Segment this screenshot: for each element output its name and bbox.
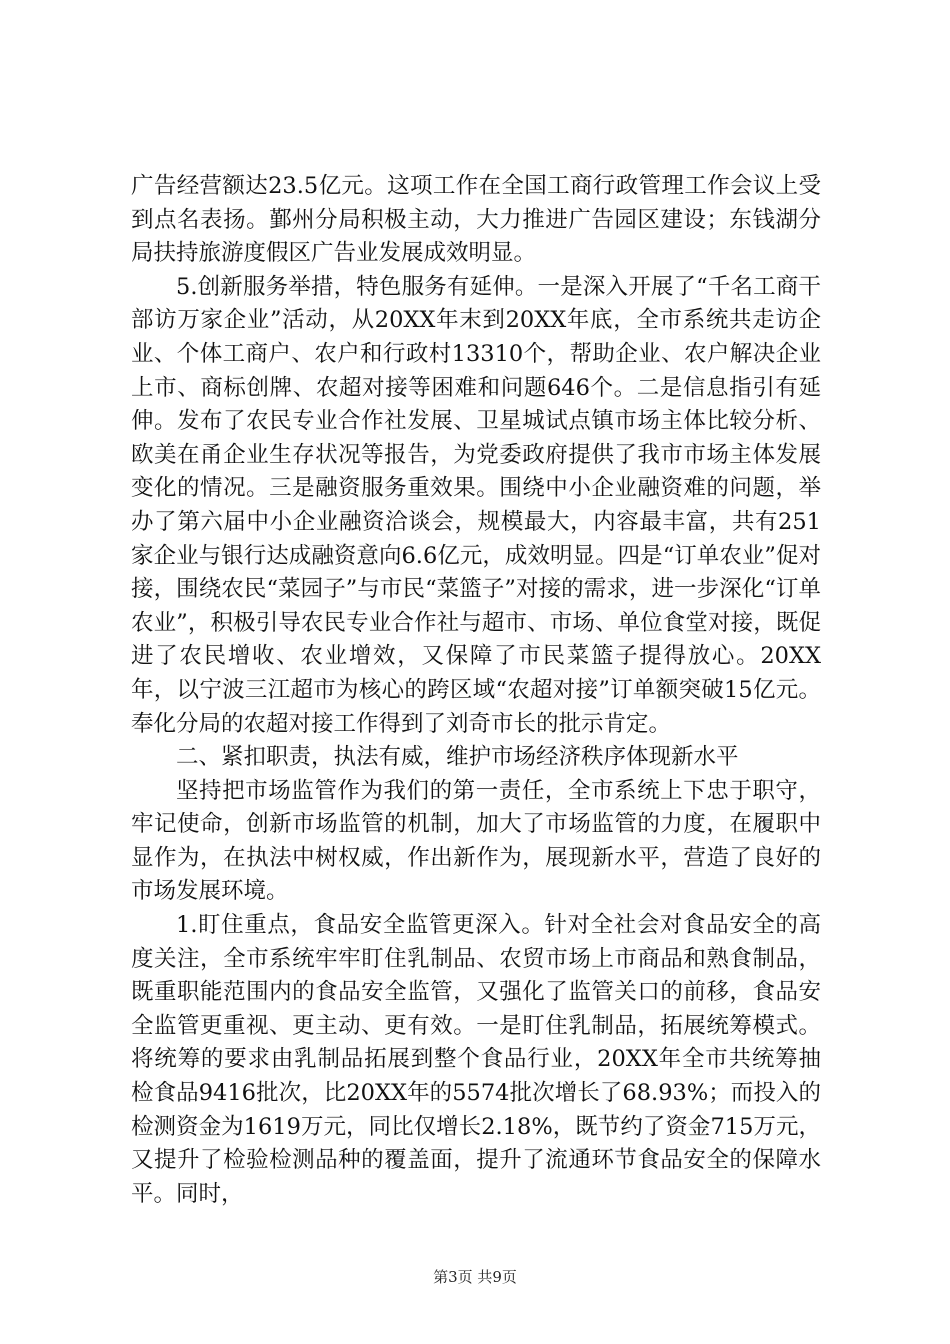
paragraph-market-supervision: 坚持把市场监管作为我们的第一责任，全市系统上下忠于职守，牢记使命，创新市场监管的机制，加大了市场监管的力度，在履职中显作为，在执法中树权威，作出新作为，展现新水平，营造了良好的市场发展环境。	[131, 777, 821, 905]
paragraph-advertising-continued: 广告经营额达23.5亿元。这项工作在全国工商行政管理工作会议上受到点名表扬。鄞州分局积极主动，大力推进广告园区建设；东钱湖分局扶持旅游度假区广告业发展成效明显。	[131, 173, 821, 267]
section-heading-two: 二、紧扣职责，执法有威，维护市场经济秩序体现新水平	[176, 744, 739, 771]
paragraph-service-innovation: 5.创新服务举措，特色服务有延伸。一是深入开展了“千名工商干部访万家企业”活动，从20XX年末到20XX年底，全市系统共走访企业、个体工商户、农户和行政村13310个，帮助企业、农户解决企业上市、商标创牌、农超对接等困难和问题646个。二是信息指引有延伸。发布了农民专业合作社发展、卫星城试点镇市场主体比较分析、欧美在甬企业生存状况等报告，为党委政府提供了我市市场主体发展变化的情况。三是融资服务重效果。围绕中小企业融资难的问题，举办了第六届中小企业融资洽谈会，规模最大，内容最丰富，共有251家企业与银行达成融资意向6.6亿元，成效明显。四是“订单农业”促对接，围绕农民“菜园子”与市民“菜篮子”对接的需求，进一步深化“订单农业”，积极引导农民专业合作社与超市、市场、单位食堂对接，既促进了农民增收、农业增效，又保障了市民菜篮子提得放心。20XX年，以宁波三江超市为核心的跨区域“农超对接”订单额突破15亿元。奉化分局的农超对接工作得到了刘奇市长的批示肯定。	[131, 273, 821, 737]
document-body	[131, 170, 821, 1211]
paragraph-food-safety: 1.盯住重点，食品安全监管更深入。针对全社会对食品安全的高度关注，全市系统牢牢盯住乳制品、农贸市场上市商品和熟食制品，既重职能范围内的食品安全监管，又强化了监管关口的前移，食品安全监管更重视、更主动、更有效。一是盯住乳制品，拓展统筹模式。将统筹的要求由乳制品拓展到整个食品行业，20XX年全市共统筹抽检食品9416批次，比20XX年的5574批次增长了68.93%；而投入的检测资金为1619万元，同比仅增长2.18%，既节约了资金715万元，又提升了检验检测品种的覆盖面，提升了流通环节食品安全的保障水平。同时，	[131, 912, 821, 1207]
page-footer: 第3页 共9页	[433, 1268, 517, 1286]
